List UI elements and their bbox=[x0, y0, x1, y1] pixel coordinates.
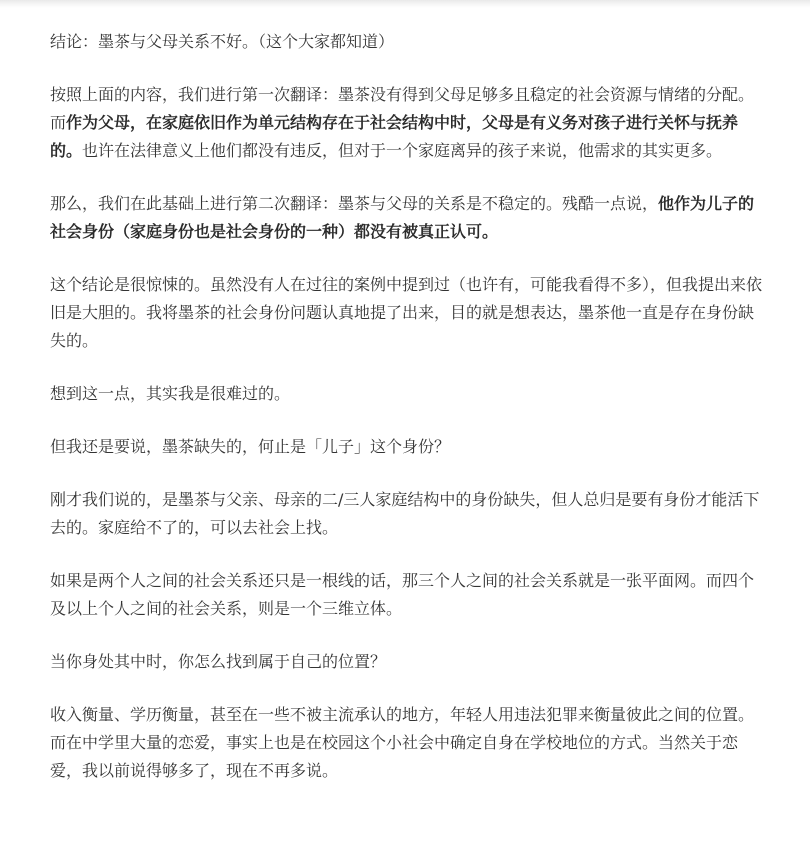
paragraph-first-translation bbox=[50, 81, 762, 165]
paragraph-question-identity: 但我还是要说，墨茶缺失的，何止是「儿子」这个身份？ bbox=[50, 437, 451, 456]
top-divider-shadow bbox=[0, 0, 810, 8]
paragraph-social-network: 如果是两个人之间的社会关系还只是一根线的话，那三个人之间的社会关系就是一张平面网。而四个及以上个人之间的社会关系，则是一个三维立体。 bbox=[50, 571, 755, 618]
text-run: 也许在法律意义上他们都没有违反，但对于一个家庭离异的孩子来说，他需求的其实更多。 bbox=[82, 141, 723, 160]
article-body bbox=[50, 28, 762, 810]
paragraph-second-translation bbox=[50, 190, 762, 246]
paragraph-conclusion: 结论：墨茶与父母关系不好。（这个大家都知道） bbox=[50, 32, 395, 51]
paragraph-sad: 想到这一点，其实我是很难过的。 bbox=[50, 384, 291, 403]
bold-text-run: 他作为儿子的社会身份（家庭身份也是社会身份的一种）都没有被真正认可。 bbox=[50, 194, 755, 241]
paragraph-position-question: 当你身处其中时，你怎么找到属于自己的位置？ bbox=[50, 652, 387, 671]
text-run: 那么，我们在此基础上进行第二次翻译：墨茶与父母的关系是不稳定的。残酷一点说， bbox=[50, 194, 659, 213]
paragraph-measurement: 收入衡量、学历衡量，甚至在一些不被主流承认的地方，年轻人用违法犯罪来衡量彼此之间的位置。而在中学里大量的恋爱，事实上也是在校园这个小社会中确定自身在学校地位的方式。当然关于恋爱，我以前说得够多了，现在不再多说。 bbox=[50, 705, 755, 780]
bold-text-run: 作为父母，在家庭依旧作为单元结构存在于社会结构中时，父母是有义务对孩子进行关怀与抚养的。 bbox=[50, 113, 739, 160]
paragraph-shocking-conclusion: 这个结论是很惊悚的。虽然没有人在过往的案例中提到过（也许有，可能我看得不多），但我提出来依旧是大胆的。我将墨茶的社会身份问题认真地提了出来，目的就是想表达，墨茶他一直是存在身份缺失的。 bbox=[50, 275, 763, 350]
paragraph-family-structure: 刚才我们说的，是墨茶与父亲、母亲的二/三人家庭结构中的身份缺失，但人总归是要有身份才能活下去的。家庭给不了的，可以去社会上找。 bbox=[50, 490, 760, 537]
text-run: 按照上面的内容，我们进行第一次翻译：墨茶没有得到父母足够多且稳定的社会资源与情绪的分配。而 bbox=[50, 85, 755, 132]
